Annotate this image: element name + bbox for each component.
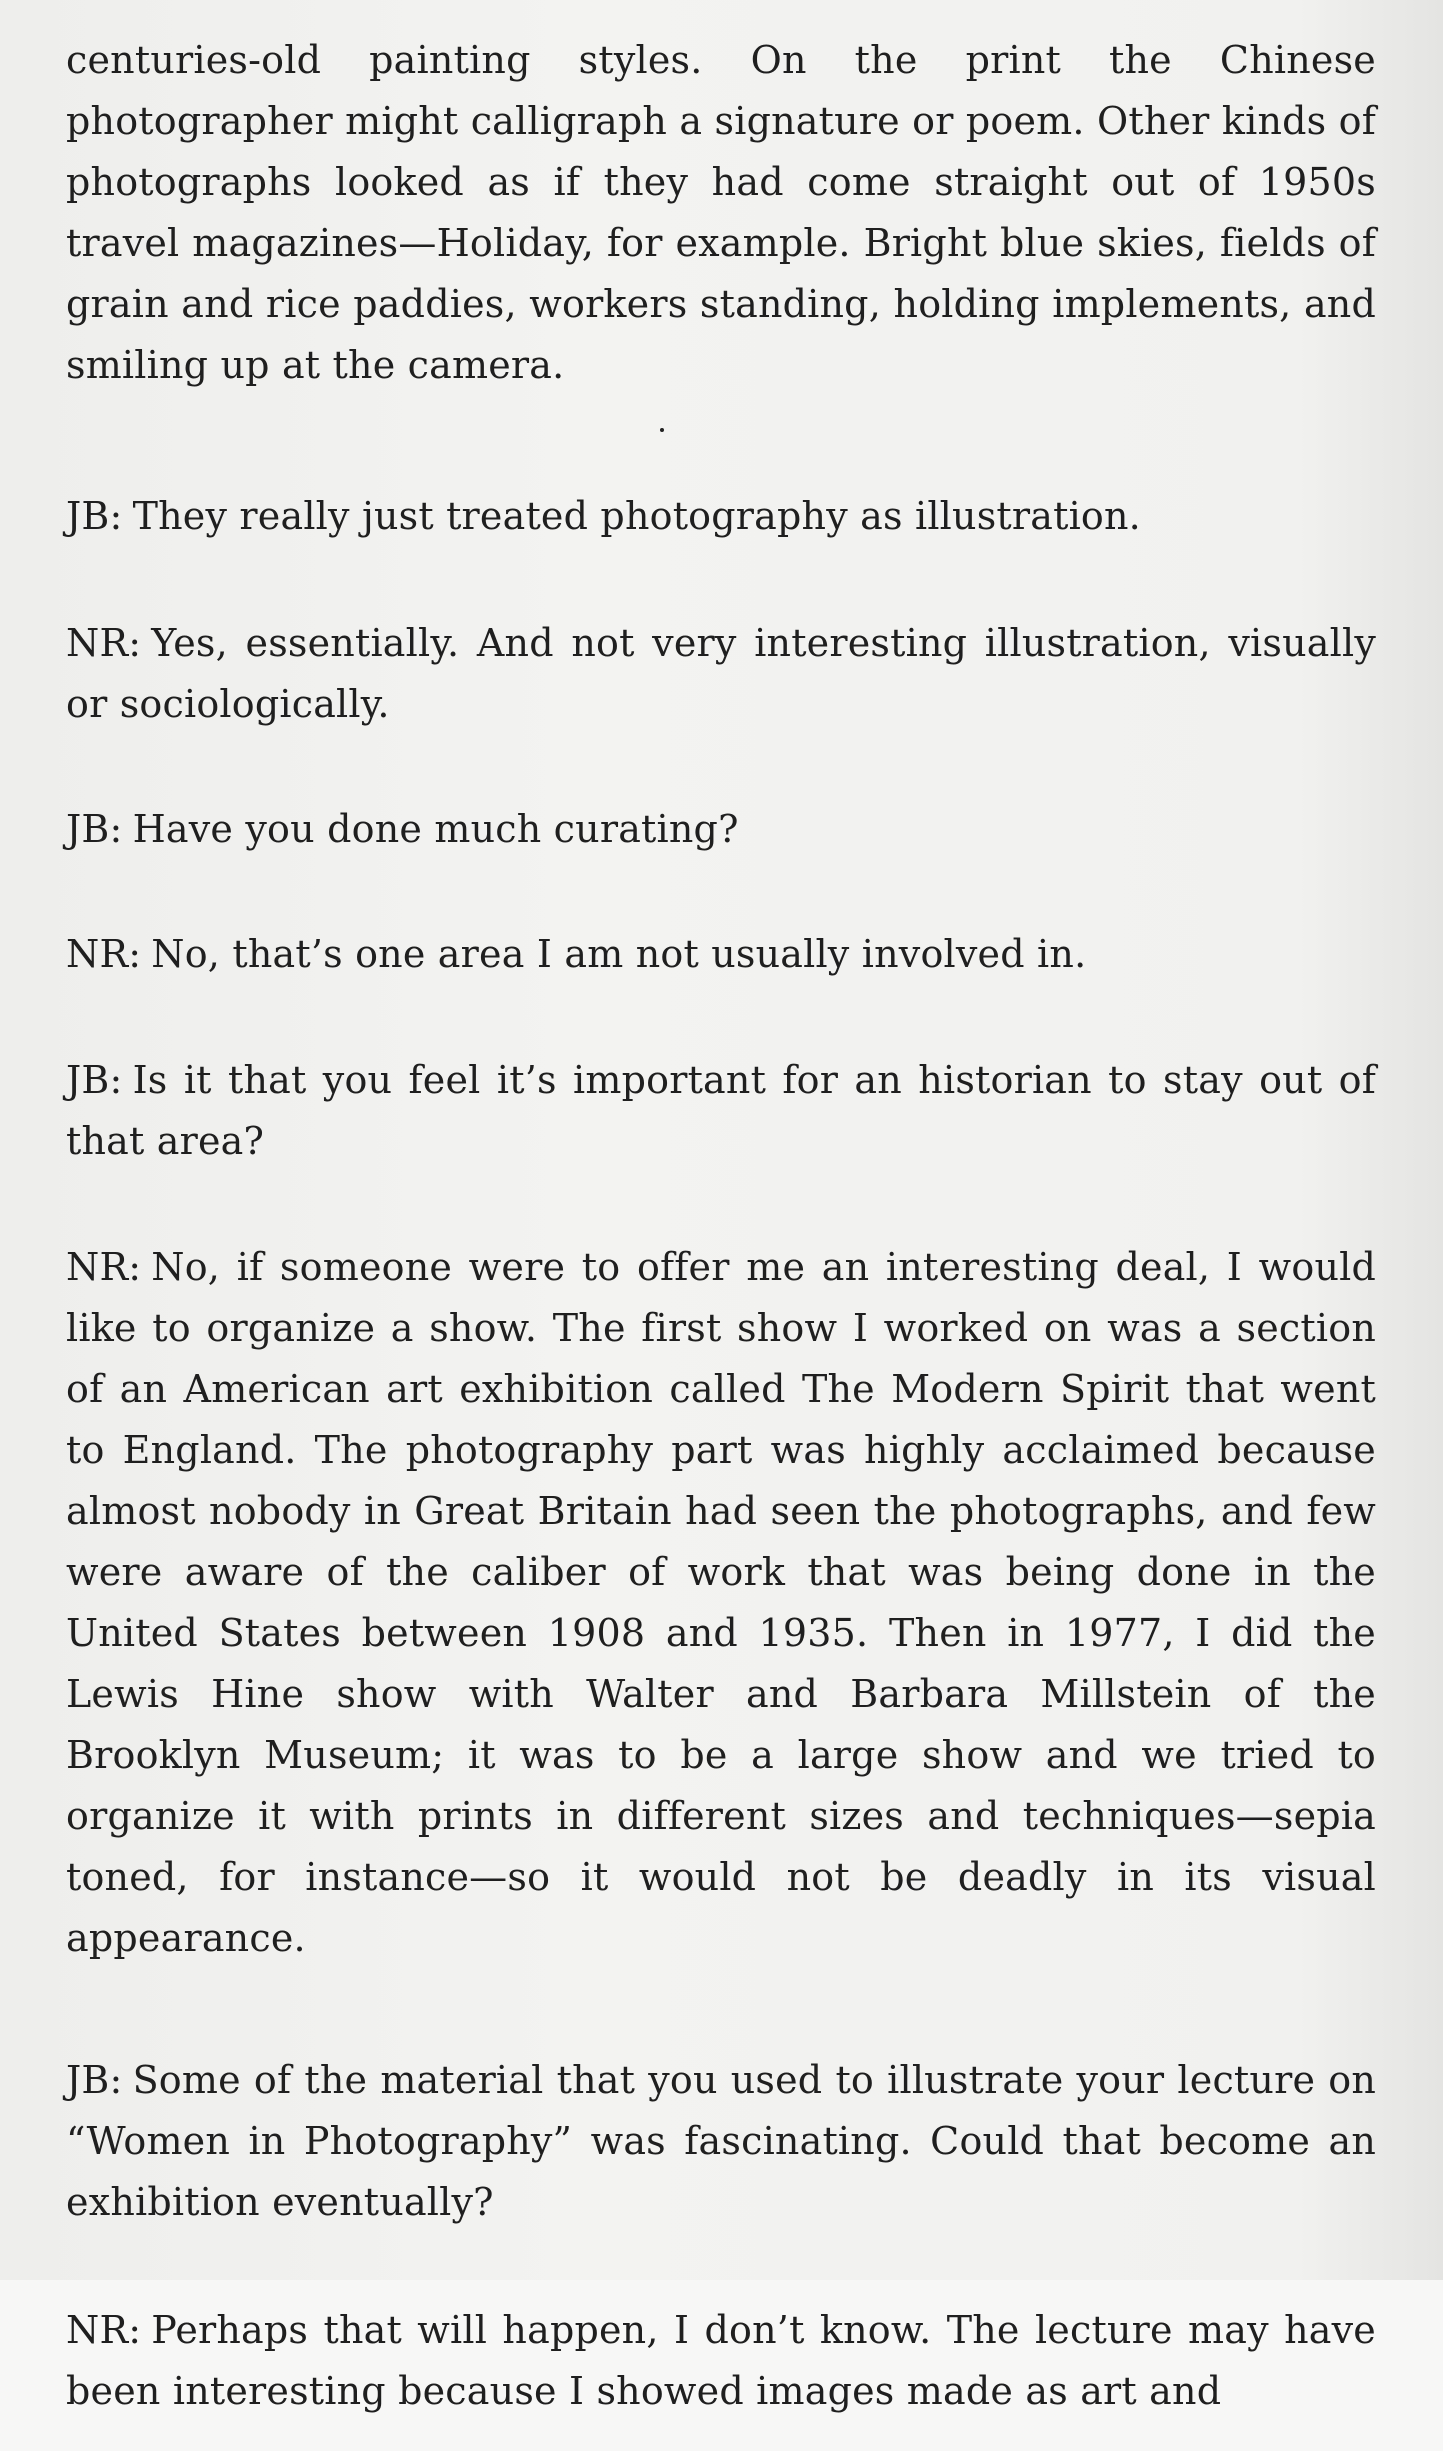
exchange-text: No, that’s one area I am not usually involved in. [151,932,1087,976]
stray-dot [660,428,664,432]
exchange-text: Yes, essentially. And not very interesting illustration, visually or sociologically. [66,621,1376,726]
speaker-label: JB: [66,494,123,538]
exchange-text: No, if someone were to offer me an interesting deal, I would like to organize a show. The first show I worked on was a section of an American art exhibition called The Modern Spirit that went to England. The photography part was highly acclaimed because almost nobody in Great Britain had seen the photographs, and few were aware of the caliber of work that was being done in the United States between 1908 and 1935. Then in 1977, I did the Lewis Hine show with Walter and Barbara Millstein of the Brooklyn Museum; it was to be a large show and we tried to organize it with prints in different sizes and techniques—sepia toned, for instance—so it would not be deadly in its visual appearance. [66,1245,1376,1960]
speaker-label: JB: [66,1058,123,1102]
exchange-nr-2 [66,924,1376,985]
speaker-label: NR: [66,621,142,665]
exchange-jb-4 [66,2050,1376,2233]
exchange-nr-4 [66,2300,1376,2422]
exchange-nr-3 [66,1237,1376,1969]
intro-text: centuries-old painting styles. On the print the Chinese photographer might calligraph a signature or poem. Other kinds of photographs looked as if they had come straight out of 1950s travel magazines—Holiday, for example. Bright blue skies, fields of grain and rice paddies, workers standing, holding implements, and smiling up at the camera. [66,38,1376,387]
speaker-label: JB: [66,807,123,851]
exchange-text: Have you done much curating? [132,807,739,851]
speaker-label: NR: [66,2308,142,2352]
exchange-jb-1 [66,486,1376,547]
intro-paragraph [66,30,1376,396]
exchange-nr-1 [66,613,1376,735]
exchange-text: Is it that you feel it’s important for an historian to stay out of that area? [66,1058,1376,1163]
exchange-jb-3 [66,1050,1376,1172]
speaker-label: NR: [66,1245,142,1289]
exchange-jb-2 [66,799,1376,860]
exchange-text: They really just treated photography as illustration. [132,494,1141,538]
exchange-text: Perhaps that will happen, I don’t know. The lecture may have been interesting because I showed images made as art and [66,2308,1376,2413]
speaker-label: JB: [66,2058,123,2102]
exchange-text: Some of the material that you used to illustrate your lecture on “Women in Photography” was fascinating. Could that become an exhibition eventually? [66,2058,1376,2224]
speaker-label: NR: [66,932,142,976]
